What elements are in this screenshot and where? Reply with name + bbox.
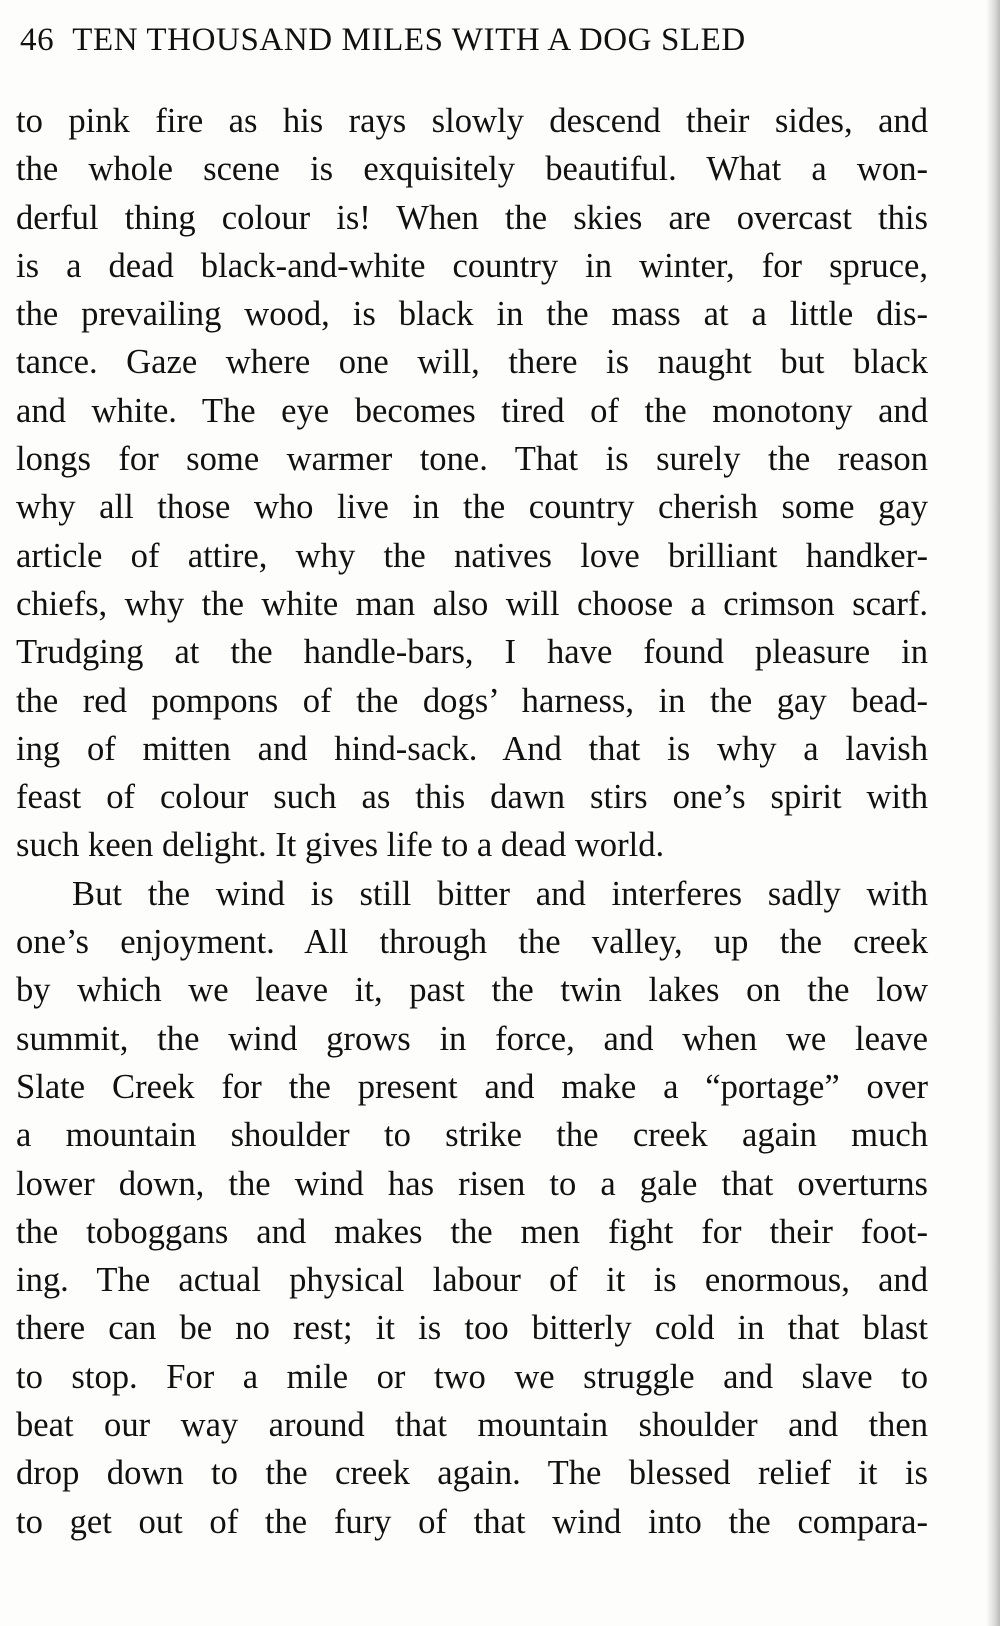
- body-text: [16, 97, 928, 1546]
- running-header: [20, 22, 960, 59]
- text-line: a mountain shoulder to strike the creek again much: [16, 1116, 928, 1155]
- text-line: the prevailing wood, is black in the mass at a little dis-: [16, 295, 928, 334]
- text-line: Trudging at the handle-bars, I have found pleasure in: [16, 633, 928, 672]
- text-line: chiefs, why the white man also will choose a crimson scarf.: [16, 584, 928, 623]
- text-line: why all those who live in the country cherish some gay: [16, 488, 928, 527]
- paragraph-end-line: such keen delight. It gives life to a dead world.: [16, 826, 665, 865]
- text-line: one’s enjoyment. All through the valley, up the creek: [16, 923, 928, 962]
- text-line: the toboggans and makes the men fight for their foot-: [16, 1212, 928, 1251]
- text-line: summit, the wind grows in force, and when we leave: [16, 1019, 928, 1058]
- text-line: the whole scene is exquisitely beautiful. What a won-: [16, 150, 928, 189]
- text-line: tance. Gaze where one will, there is naught but black: [16, 343, 928, 382]
- text-line: there can be no rest; it is too bitterly cold in that blast: [16, 1309, 928, 1348]
- text-line: the red pompons of the dogs’ harness, in the gay bead-: [16, 681, 928, 720]
- text-line: feast of colour such as this dawn stirs one’s spirit with: [16, 778, 928, 817]
- text-line: article of attire, why the natives love brilliant handker-: [16, 536, 928, 575]
- text-line: Slate Creek for the present and make a “portage” over: [16, 1067, 928, 1106]
- text-line: lower down, the wind has risen to a gale that overturns: [16, 1164, 928, 1203]
- text-line: to get out of the fury of that wind into the compara-: [16, 1502, 928, 1541]
- text-line: by which we leave it, past the twin lakes on the low: [16, 971, 928, 1010]
- page-edge-shadow: [986, 0, 1000, 1626]
- running-title: TEN THOUSAND MILES WITH A DOG SLED: [72, 22, 746, 58]
- text-line: longs for some warmer tone. That is surely the reason: [16, 440, 928, 479]
- text-line: to pink fire as his rays slowly descend their sides, and: [16, 102, 928, 140]
- text-line: is a dead black-and-white country in winter, for spruce,: [16, 246, 928, 285]
- text-line: beat our way around that mountain shoulder and then: [16, 1406, 928, 1445]
- text-line: ing of mitten and hind-sack. And that is why a lavish: [16, 729, 928, 768]
- text-line: and white. The eye becomes tired of the monotony and: [16, 391, 928, 430]
- text-line: drop down to the creek again. The blessed relief it is: [16, 1454, 928, 1493]
- text-line: to stop. For a mile or two we struggle and slave to: [16, 1357, 928, 1396]
- text-line: ing. The actual physical labour of it is enormous, and: [16, 1261, 928, 1300]
- text-line: derful thing colour is! When the skies are overcast this: [16, 198, 928, 237]
- page-number: 46: [20, 22, 55, 58]
- paragraph-start-line: But the wind is still bitter and interferes sadly with: [72, 874, 928, 913]
